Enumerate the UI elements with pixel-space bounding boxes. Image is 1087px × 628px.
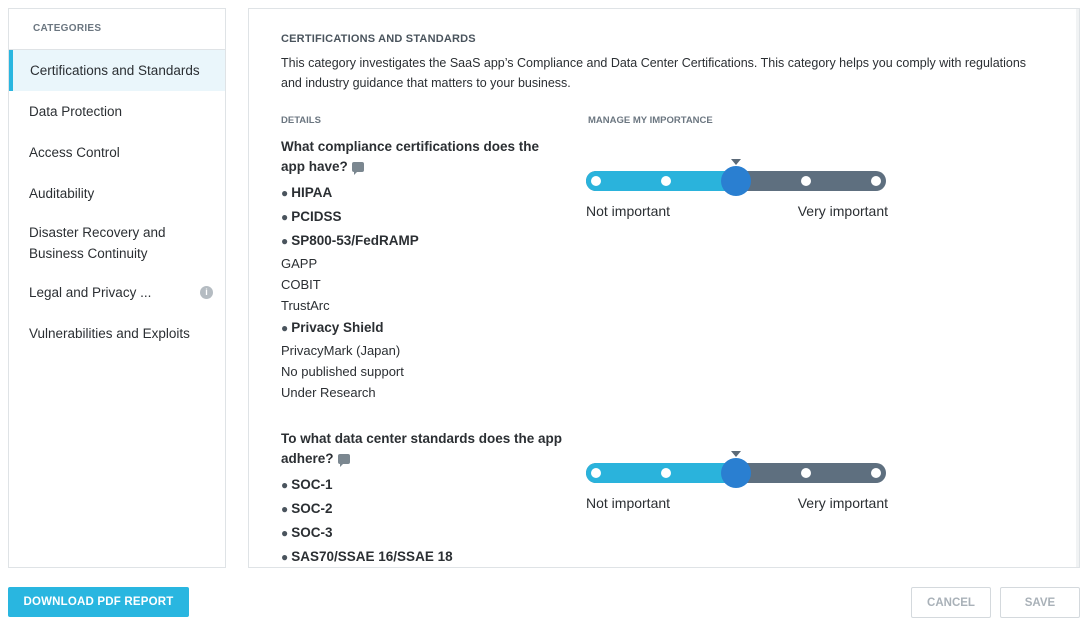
option-text: SAS70/SSAE 16/SSAE 18 bbox=[291, 549, 453, 564]
sidebar-item-label: Auditability bbox=[29, 186, 95, 201]
categories-sidebar bbox=[8, 8, 226, 568]
option-text: SOC-3 bbox=[291, 525, 333, 540]
importance-slider[interactable] bbox=[586, 159, 888, 239]
sidebar-item-label: Vulnerabilities and Exploits bbox=[29, 326, 190, 341]
slider-step-dot[interactable] bbox=[801, 176, 811, 186]
option-item: ● Privacy Shield bbox=[281, 320, 384, 335]
option-item: GAPP bbox=[281, 256, 318, 271]
question-data-center-standards bbox=[281, 429, 1041, 568]
option-item: ● SOC-2 bbox=[281, 501, 333, 516]
option-text: SOC-1 bbox=[291, 477, 333, 492]
sidebar-item-vulnerabilities[interactable] bbox=[9, 313, 225, 354]
sidebar-item-legal-privacy[interactable] bbox=[9, 272, 225, 313]
sidebar-item-disaster-recovery[interactable] bbox=[9, 214, 225, 272]
slider-low-label: Not important bbox=[586, 203, 671, 219]
sidebar-item-label: Access Control bbox=[29, 145, 120, 160]
sidebar-header: CATEGORIES bbox=[9, 9, 225, 50]
slider-low-label: Not important bbox=[586, 495, 671, 511]
slider-high-label: Very important bbox=[797, 495, 888, 511]
option-item: No published support bbox=[281, 364, 404, 379]
sidebar-item-label: Certifications and Standards bbox=[30, 63, 200, 78]
download-pdf-report-button[interactable]: DOWNLOAD PDF REPORT bbox=[8, 587, 189, 617]
caret-down-icon bbox=[731, 159, 741, 165]
option-item: ● HIPAA bbox=[281, 185, 333, 200]
slider-thumb[interactable] bbox=[721, 458, 751, 488]
slider-step-dot[interactable] bbox=[661, 468, 671, 478]
section-title: CERTIFICATIONS AND STANDARDS bbox=[281, 33, 476, 45]
slider-high-label: Very important bbox=[797, 203, 888, 219]
importance-column-header: MANAGE MY IMPORTANCE bbox=[588, 115, 713, 126]
option-text: PCIDSS bbox=[291, 209, 342, 224]
question-title-text: What compliance certifications does the app have? bbox=[281, 139, 540, 174]
option-item: TrustArc bbox=[281, 298, 330, 313]
section-description: This category investigates the SaaS app’s Compliance and Data Center Certifications. This category helps you comply with regulations and industry guidance that matters to your business. bbox=[281, 56, 1027, 90]
question-title bbox=[281, 429, 566, 469]
column-headers bbox=[281, 115, 1041, 129]
sidebar-item-label: Data Protection bbox=[29, 104, 123, 119]
slider-step-dot[interactable] bbox=[801, 468, 811, 478]
option-text: SP800-53/FedRAMP bbox=[291, 233, 419, 248]
comment-icon[interactable] bbox=[352, 162, 364, 172]
option-item: ● SOC-3 bbox=[281, 525, 333, 540]
option-item: ● SAS70/SSAE 16/SSAE 18 bbox=[281, 549, 453, 564]
sidebar-item-data-protection[interactable] bbox=[9, 91, 225, 132]
sidebar-item-label: Legal and Privacy ... bbox=[29, 285, 152, 300]
slider-step-dot[interactable] bbox=[661, 176, 671, 186]
option-text: Privacy Shield bbox=[291, 320, 384, 335]
question-compliance-certifications bbox=[281, 137, 1041, 403]
importance-slider[interactable] bbox=[586, 451, 888, 531]
info-icon[interactable]: i bbox=[200, 286, 213, 299]
category-detail-panel[interactable] bbox=[248, 8, 1080, 568]
sidebar-item-access-control[interactable] bbox=[9, 132, 225, 173]
caret-down-icon bbox=[731, 451, 741, 457]
slider-step-dot[interactable] bbox=[871, 468, 881, 478]
option-text: SOC-2 bbox=[291, 501, 333, 516]
question-title bbox=[281, 137, 566, 177]
sidebar-item-auditability[interactable] bbox=[9, 173, 225, 214]
option-item: Under Research bbox=[281, 385, 376, 400]
comment-icon[interactable] bbox=[338, 454, 350, 464]
cancel-button[interactable]: CANCEL bbox=[911, 587, 991, 618]
slider-step-dot[interactable] bbox=[871, 176, 881, 186]
slider-step-dot[interactable] bbox=[591, 176, 601, 186]
slider-thumb[interactable] bbox=[721, 166, 751, 196]
option-item: PrivacyMark (Japan) bbox=[281, 343, 401, 358]
panel-content bbox=[281, 33, 1041, 568]
sidebar-item-label: Disaster Recovery and Business Continuity bbox=[29, 225, 166, 261]
sidebar-item-certifications[interactable] bbox=[9, 50, 225, 91]
option-item: COBIT bbox=[281, 277, 321, 292]
option-item: ● PCIDSS bbox=[281, 209, 342, 224]
scrollbar-track[interactable] bbox=[1076, 9, 1079, 567]
question-title-text: To what data center standards does the app adhere? bbox=[281, 431, 563, 466]
save-button[interactable]: SAVE bbox=[1000, 587, 1080, 618]
details-column-header: DETAILS bbox=[281, 115, 321, 126]
option-text: HIPAA bbox=[291, 185, 333, 200]
option-item: ● SOC-1 bbox=[281, 477, 333, 492]
slider-step-dot[interactable] bbox=[591, 468, 601, 478]
option-item: ● SP800-53/FedRAMP bbox=[281, 233, 419, 248]
